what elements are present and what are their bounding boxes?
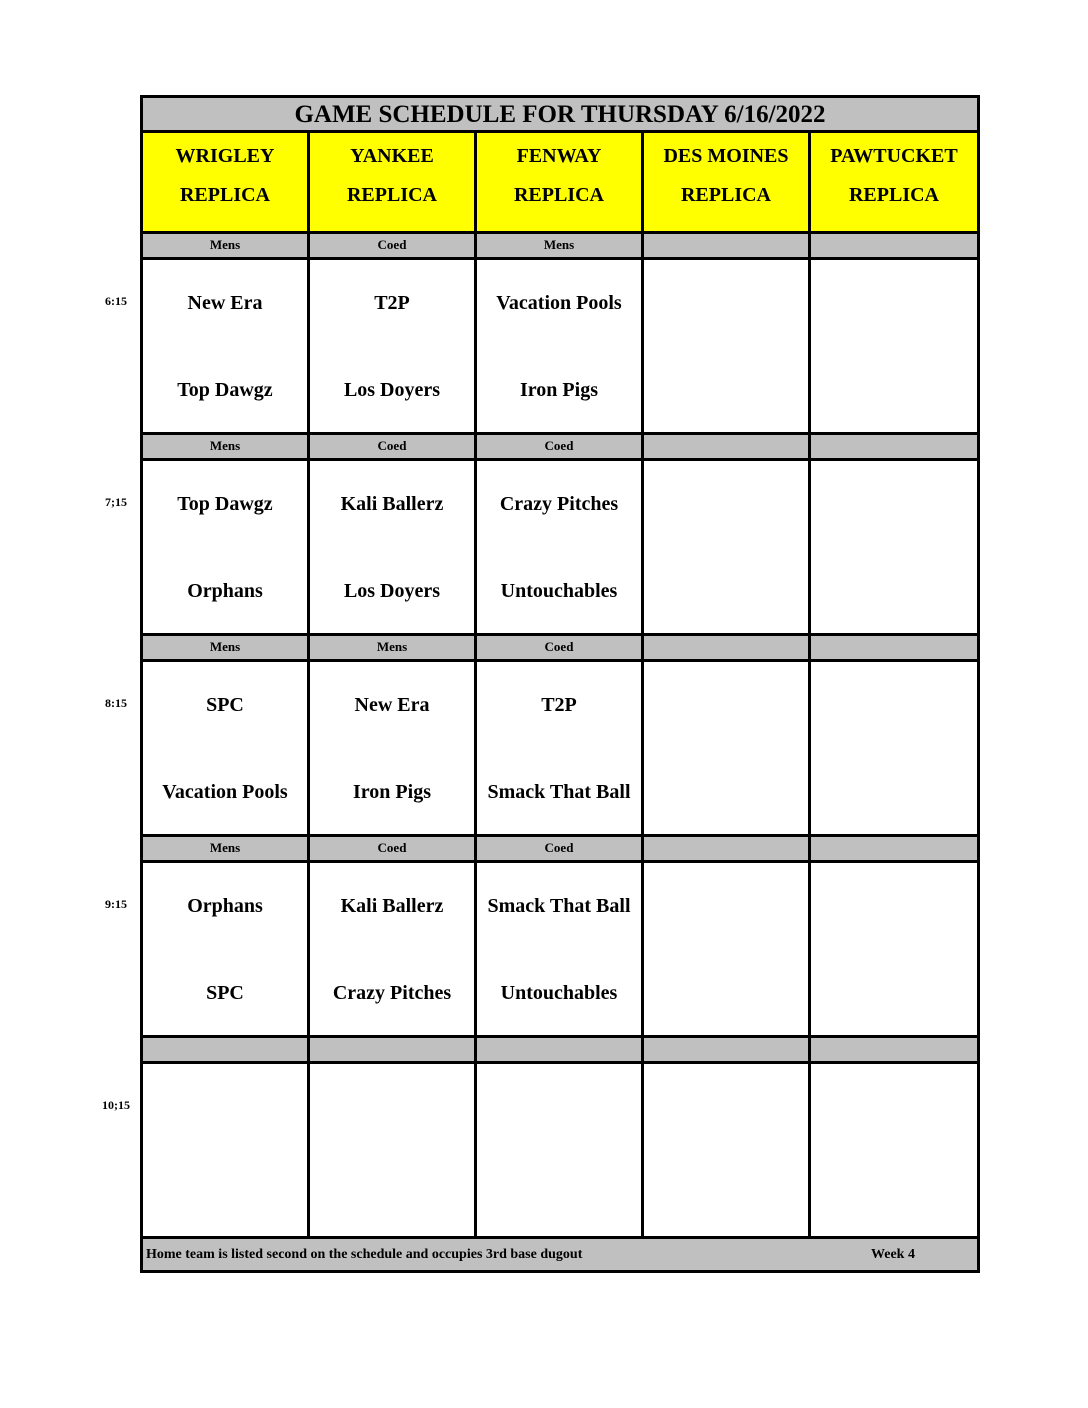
game-cell [310, 461, 477, 636]
team-home: Untouchables [500, 580, 618, 602]
division-cell: Coed [310, 435, 477, 461]
division-cell: Mens [143, 234, 310, 260]
team-away: New Era [354, 694, 430, 716]
team-away: Vacation Pools [496, 292, 622, 314]
field-name: YANKEE [350, 145, 434, 167]
division-cell [143, 1038, 310, 1064]
division-cell: Coed [310, 837, 477, 863]
team-home: Untouchables [500, 982, 618, 1004]
division-cell [811, 636, 977, 662]
time-label: 8:15 [105, 696, 127, 710]
field-name: FENWAY [516, 145, 602, 167]
game-cell [143, 461, 310, 636]
game-cell [811, 1064, 977, 1239]
game-cell [811, 260, 977, 435]
team-away: Crazy Pitches [499, 493, 619, 515]
game-cell [143, 662, 310, 837]
team-home: Vacation Pools [162, 781, 288, 803]
footer-note: Home team is listed second on the schedule and occupies 3rd base dugout [146, 1247, 583, 1262]
division-cell [644, 636, 811, 662]
game-cell [310, 260, 477, 435]
game-cell [477, 863, 644, 1038]
game-cell [644, 662, 811, 837]
team-away: SPC [206, 694, 244, 716]
field-header [477, 133, 644, 234]
division-cell: Mens [143, 435, 310, 461]
team-home: Smack That Ball [487, 781, 631, 803]
team-away: T2P [374, 292, 410, 314]
footer-bar [143, 1239, 977, 1270]
field-header [310, 133, 477, 234]
division-cell: Coed [477, 636, 644, 662]
field-header [644, 133, 811, 234]
schedule-title: GAME SCHEDULE FOR THURSDAY 6/16/2022 [143, 98, 977, 133]
team-away: New Era [187, 292, 263, 314]
time-label: 6:15 [105, 294, 127, 308]
field-type: REPLICA [680, 184, 771, 206]
division-cell [811, 837, 977, 863]
team-away: Smack That Ball [487, 895, 631, 917]
division-cell [644, 435, 811, 461]
division-cell: Mens [310, 636, 477, 662]
week-label: Week 4 [871, 1247, 915, 1262]
game-cell [477, 461, 644, 636]
game-cell [644, 1064, 811, 1239]
field-header [811, 133, 977, 234]
team-away: Kali Ballerz [340, 493, 444, 515]
team-away: T2P [541, 694, 577, 716]
game-cell [477, 662, 644, 837]
team-home: Los Doyers [343, 580, 441, 602]
division-cell [477, 1038, 644, 1064]
game-cell [644, 863, 811, 1038]
team-home: SPC [206, 982, 244, 1004]
field-name: WRIGLEY [175, 145, 275, 167]
team-home: Top Dawgz [177, 379, 273, 401]
game-cell [143, 863, 310, 1038]
team-away: Top Dawgz [177, 493, 273, 515]
schedule-table [140, 95, 980, 1273]
division-cell [811, 435, 977, 461]
field-header [143, 133, 310, 234]
game-cell [310, 662, 477, 837]
division-cell [310, 1038, 477, 1064]
division-cell: Coed [310, 234, 477, 260]
team-home: Iron Pigs [520, 379, 598, 401]
team-away: Orphans [187, 895, 263, 917]
time-label: 9:15 [105, 897, 127, 911]
field-name: PAWTUCKET [830, 145, 958, 167]
division-cell [644, 234, 811, 260]
game-cell [811, 863, 977, 1038]
team-home: Orphans [187, 580, 263, 602]
division-cell: Mens [143, 636, 310, 662]
team-away: Kali Ballerz [340, 895, 444, 917]
field-type: REPLICA [848, 184, 939, 206]
division-cell: Coed [477, 435, 644, 461]
game-cell [477, 1064, 644, 1239]
division-cell [644, 837, 811, 863]
division-cell: Mens [477, 234, 644, 260]
game-cell [310, 863, 477, 1038]
game-cell [477, 260, 644, 435]
division-cell [811, 1038, 977, 1064]
team-home: Crazy Pitches [332, 982, 452, 1004]
game-cell [143, 1064, 310, 1239]
field-type: REPLICA [513, 184, 604, 206]
time-label: 7;15 [105, 495, 127, 509]
game-cell [143, 260, 310, 435]
field-type: REPLICA [346, 184, 437, 206]
game-cell [644, 461, 811, 636]
division-cell [811, 234, 977, 260]
field-name: DES MOINES [663, 145, 789, 167]
team-home: Los Doyers [343, 379, 441, 401]
division-cell: Coed [477, 837, 644, 863]
division-cell [644, 1038, 811, 1064]
time-label: 10;15 [102, 1098, 130, 1112]
team-home: Iron Pigs [353, 781, 431, 803]
game-cell [644, 260, 811, 435]
game-cell [811, 662, 977, 837]
game-cell [811, 461, 977, 636]
division-cell: Mens [143, 837, 310, 863]
field-type: REPLICA [179, 184, 270, 206]
game-cell [310, 1064, 477, 1239]
